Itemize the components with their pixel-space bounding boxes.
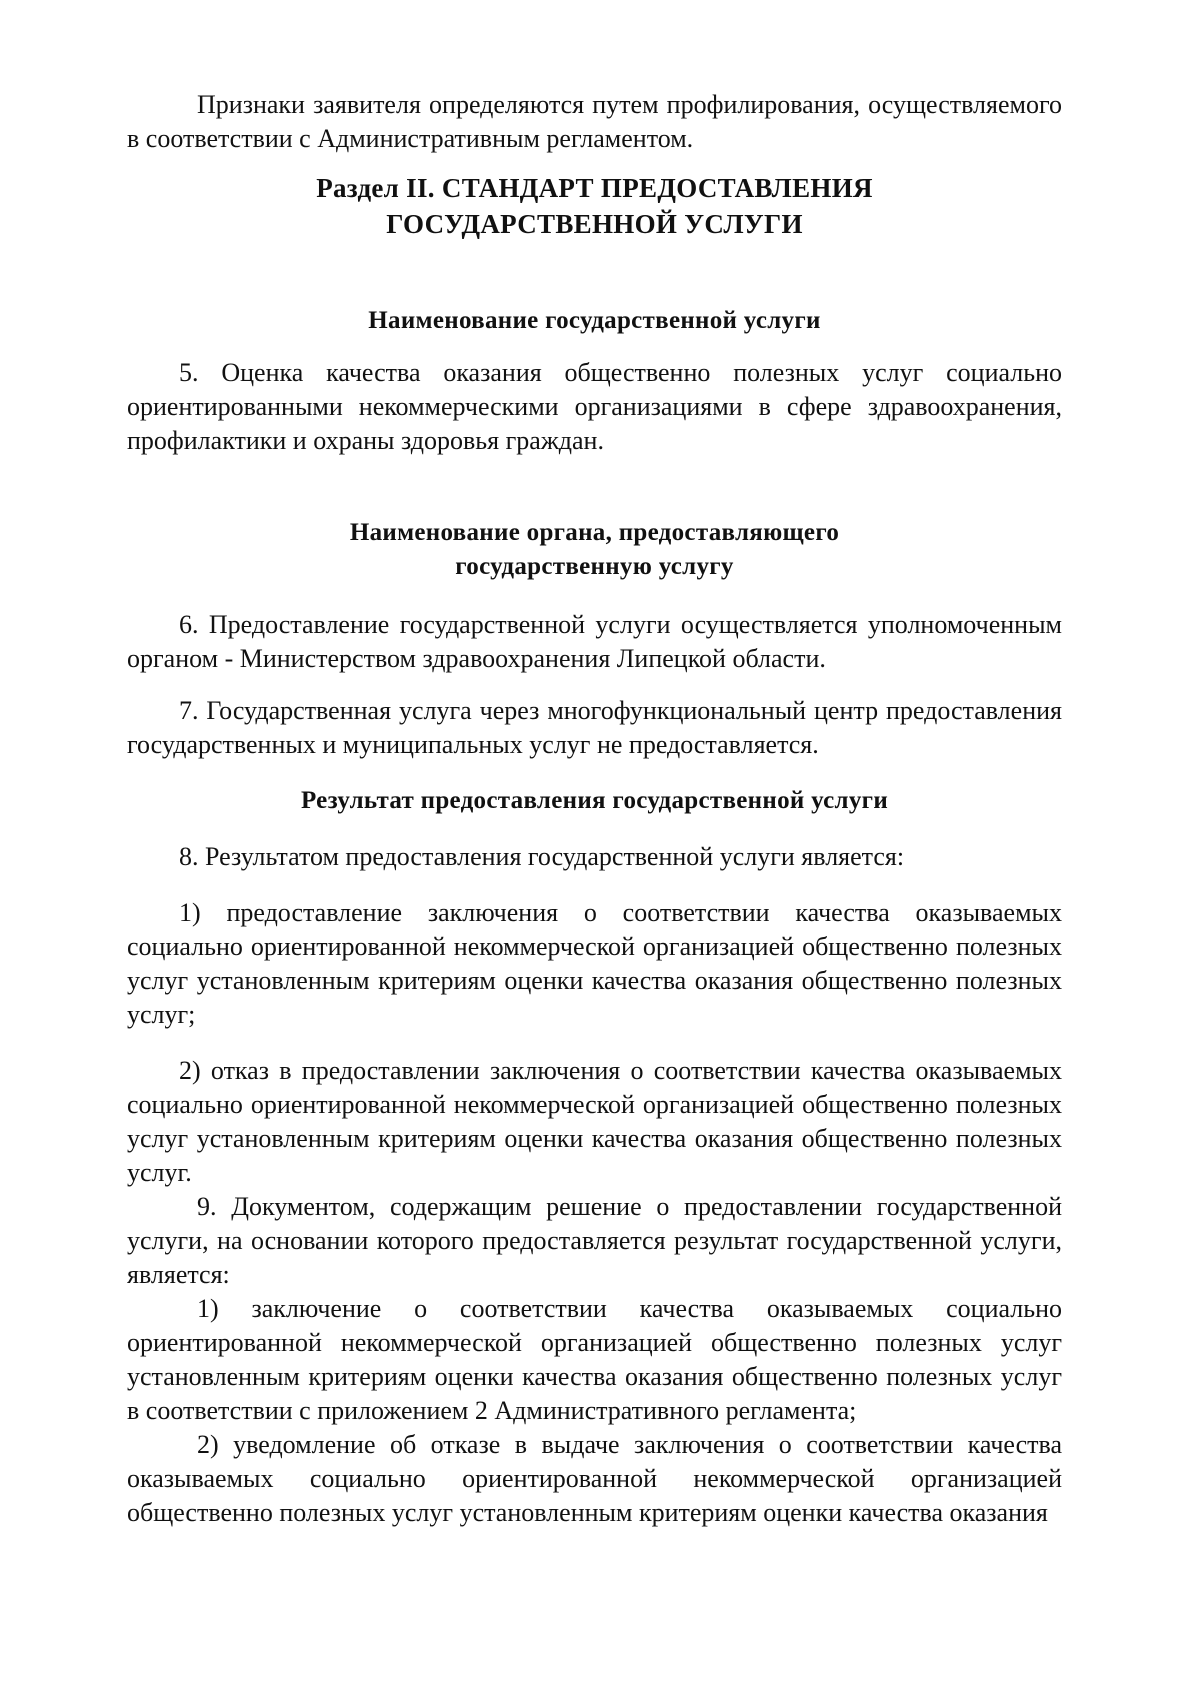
- section-title-line-2: ГОСУДАРСТВЕННОЙ УСЛУГИ: [386, 209, 803, 239]
- paragraph-8-item-1: 1) предоставление заключения о соответствии качества оказываемых социально ориентированной некоммерческой организацией общественно полезных услуг установленным критериям оценки качества оказания общественно полезных услуг;: [127, 898, 1062, 1029]
- paragraph-9: 9. Документом, содержащим решение о предоставлении государственной услуги, на основании которого предоставляется результат государственной услуги, является:: [127, 1192, 1062, 1289]
- section-title: [127, 170, 1062, 242]
- paragraph-6: 6. Предоставление государственной услуги осуществляется уполномоченным органом - Министерством здравоохранения Липецкой области.: [127, 610, 1062, 673]
- heading-service-name: Наименование государственной услуги: [368, 307, 821, 334]
- section-title-line-1: Раздел II. СТАНДАРТ ПРЕДОСТАВЛЕНИЯ: [316, 173, 873, 203]
- paragraph-7: 7. Государственная услуга через многофункциональный центр предоставления государственных и муниципальных услуг не предоставляется.: [127, 696, 1062, 759]
- heading-organ: [127, 516, 1062, 584]
- paragraph-applicant-criteria: Признаки заявителя определяются путем профилирования, осуществляемого в соответствии с Административным регламентом.: [127, 90, 1062, 153]
- paragraph-9-item-1: 1) заключение о соответствии качества оказываемых социально ориентированной некоммерческой организацией общественно полезных услуг установленным критериям оценки качества оказания общественно полезных услуг в соответствии с приложением 2 Административного регламента;: [127, 1294, 1062, 1425]
- paragraph-8: 8. Результатом предоставления государственной услуги является:: [179, 842, 905, 871]
- heading-result: Результат предоставления государственной услуги: [300, 787, 889, 814]
- paragraph-8-item-2: 2) отказ в предоставлении заключения о соответствии качества оказываемых социально ориентированной некоммерческой организацией общественно полезных услуг установленным критериям оценки качества оказания общественно полезных услуг.: [127, 1056, 1062, 1187]
- paragraph-9-item-2: 2) уведомление об отказе в выдаче заключения о соответствии качества оказываемых социально ориентированной некоммерческой организацией общественно полезных услуг установленным критериям оценки качества оказания: [127, 1430, 1062, 1527]
- heading-organ-line-2: государственную услугу: [455, 553, 734, 580]
- document-body: [127, 88, 1062, 1530]
- paragraph-5: 5. Оценка качества оказания общественно полезных услуг социально ориентированными некоммерческими организациями в сфере здравоохранения, профилактики и охраны здоровья граждан.: [127, 358, 1062, 455]
- heading-organ-line-1: Наименование органа, предоставляющего: [349, 519, 840, 546]
